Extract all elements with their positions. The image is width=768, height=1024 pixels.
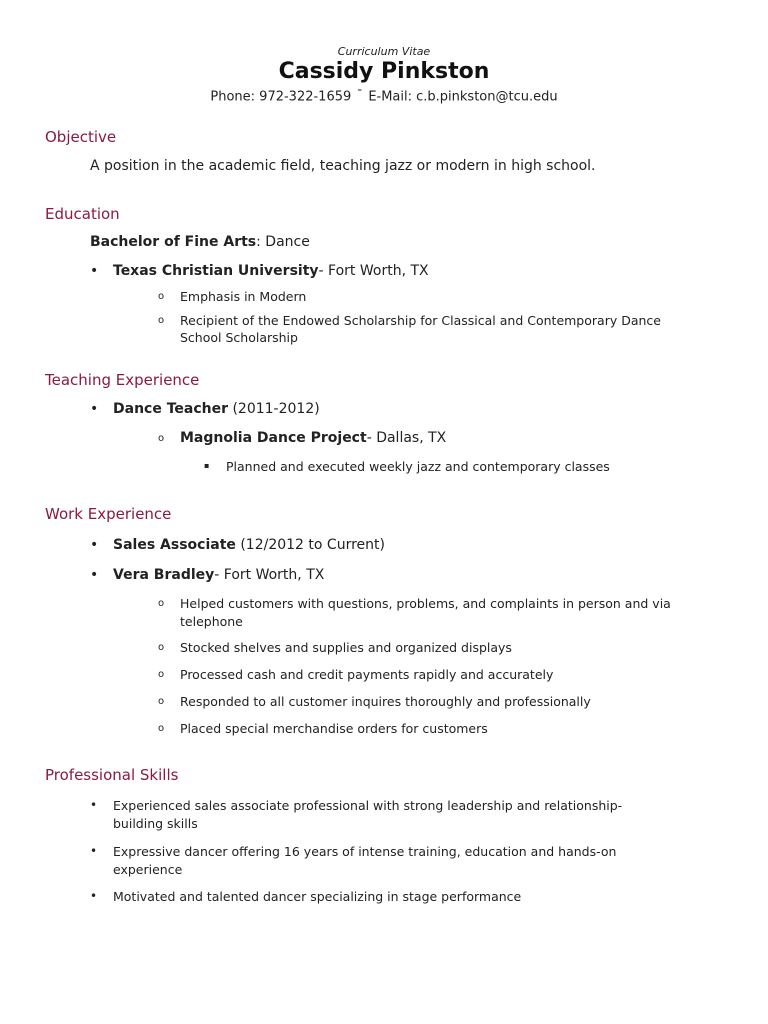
teaching-heading: Teaching Experience [45, 371, 200, 389]
teaching-org-location: - Dallas, TX [366, 430, 447, 446]
skill-text: Expressive dancer offering 16 years of intense training, education and hands-on [113, 844, 617, 859]
work-org: Vera Bradley [113, 567, 215, 583]
bullet-disc-icon: • [90, 889, 98, 903]
major: : Dance [256, 234, 310, 250]
bullet-disc-icon: • [90, 844, 98, 858]
edu-detail: Emphasis in Modern [180, 289, 307, 304]
objective-text: A position in the academic field, teaching jazz or modern in high school. [90, 158, 596, 174]
skills-heading: Professional Skills [45, 766, 179, 784]
bullet-circle-icon: o [158, 433, 165, 444]
work-dates: (12/2012 to Current) [235, 537, 385, 553]
teaching-org: Magnolia Dance Project [180, 430, 367, 446]
email: E-Mail: c.b.pinkston@tcu.edu [368, 89, 558, 105]
work-duty: Placed special merchandise orders for customers [180, 721, 488, 736]
bullet-square-icon: ▪ [204, 461, 210, 470]
bullet-circle-icon: o [158, 669, 165, 680]
bullet-disc-icon: • [90, 401, 99, 417]
education-heading: Education [45, 205, 120, 223]
bullet-circle-icon: o [158, 642, 165, 653]
bullet-disc-icon: • [90, 798, 98, 812]
cv-label: Curriculum Vitae [337, 45, 431, 58]
bullet-circle-icon: o [158, 291, 165, 302]
teaching-duty: Planned and executed weekly jazz and contemporary classes [226, 459, 610, 474]
school-name: Texas Christian University [113, 263, 319, 279]
work-duty: Processed cash and credit payments rapidly and accurately [180, 667, 554, 682]
work-duty: Helped customers with questions, problems, and complaints in person and via [180, 596, 671, 611]
skill-text: Experienced sales associate professional with strong leadership and relationship- [113, 798, 623, 813]
degree-line [90, 234, 310, 250]
edu-detail: Recipient of the Endowed Scholarship for Classical and Contemporary Dance [180, 313, 661, 328]
bullet-circle-icon: o [158, 723, 165, 734]
teaching-role: Dance Teacher [113, 401, 229, 417]
phone: Phone: 972-322-1659 [210, 89, 352, 105]
work-heading: Work Experience [45, 505, 172, 523]
work-role: Sales Associate [113, 537, 236, 553]
contact-line [0, 88, 768, 104]
skill-text-cont: building skills [113, 816, 198, 831]
objective-heading: Objective [45, 128, 117, 146]
work-duty: Responded to all customer inquires thoroughly and professionally [180, 694, 591, 709]
candidate-name: Cassidy Pinkston [278, 59, 490, 84]
separator-icon: ⁼ [357, 88, 363, 98]
bullet-disc-icon: • [90, 567, 99, 583]
bullet-circle-icon: o [158, 315, 165, 326]
work-org-location: - Fort Worth, TX [214, 567, 325, 583]
school-location: - Fort Worth, TX [318, 263, 429, 279]
work-duty-cont: telephone [180, 614, 243, 629]
bullet-circle-icon: o [158, 696, 165, 707]
skill-text-cont: experience [113, 862, 183, 877]
work-duty: Stocked shelves and supplies and organized displays [180, 640, 512, 655]
bullet-disc-icon: • [90, 537, 99, 553]
teaching-dates: (2011-2012) [228, 401, 320, 417]
skill-text: Motivated and talented dancer specializing in stage performance [113, 889, 522, 904]
bullet-disc-icon: • [90, 263, 99, 279]
degree: Bachelor of Fine Arts [90, 234, 257, 250]
edu-detail-cont: School Scholarship [180, 330, 298, 345]
bullet-circle-icon: o [158, 598, 165, 609]
